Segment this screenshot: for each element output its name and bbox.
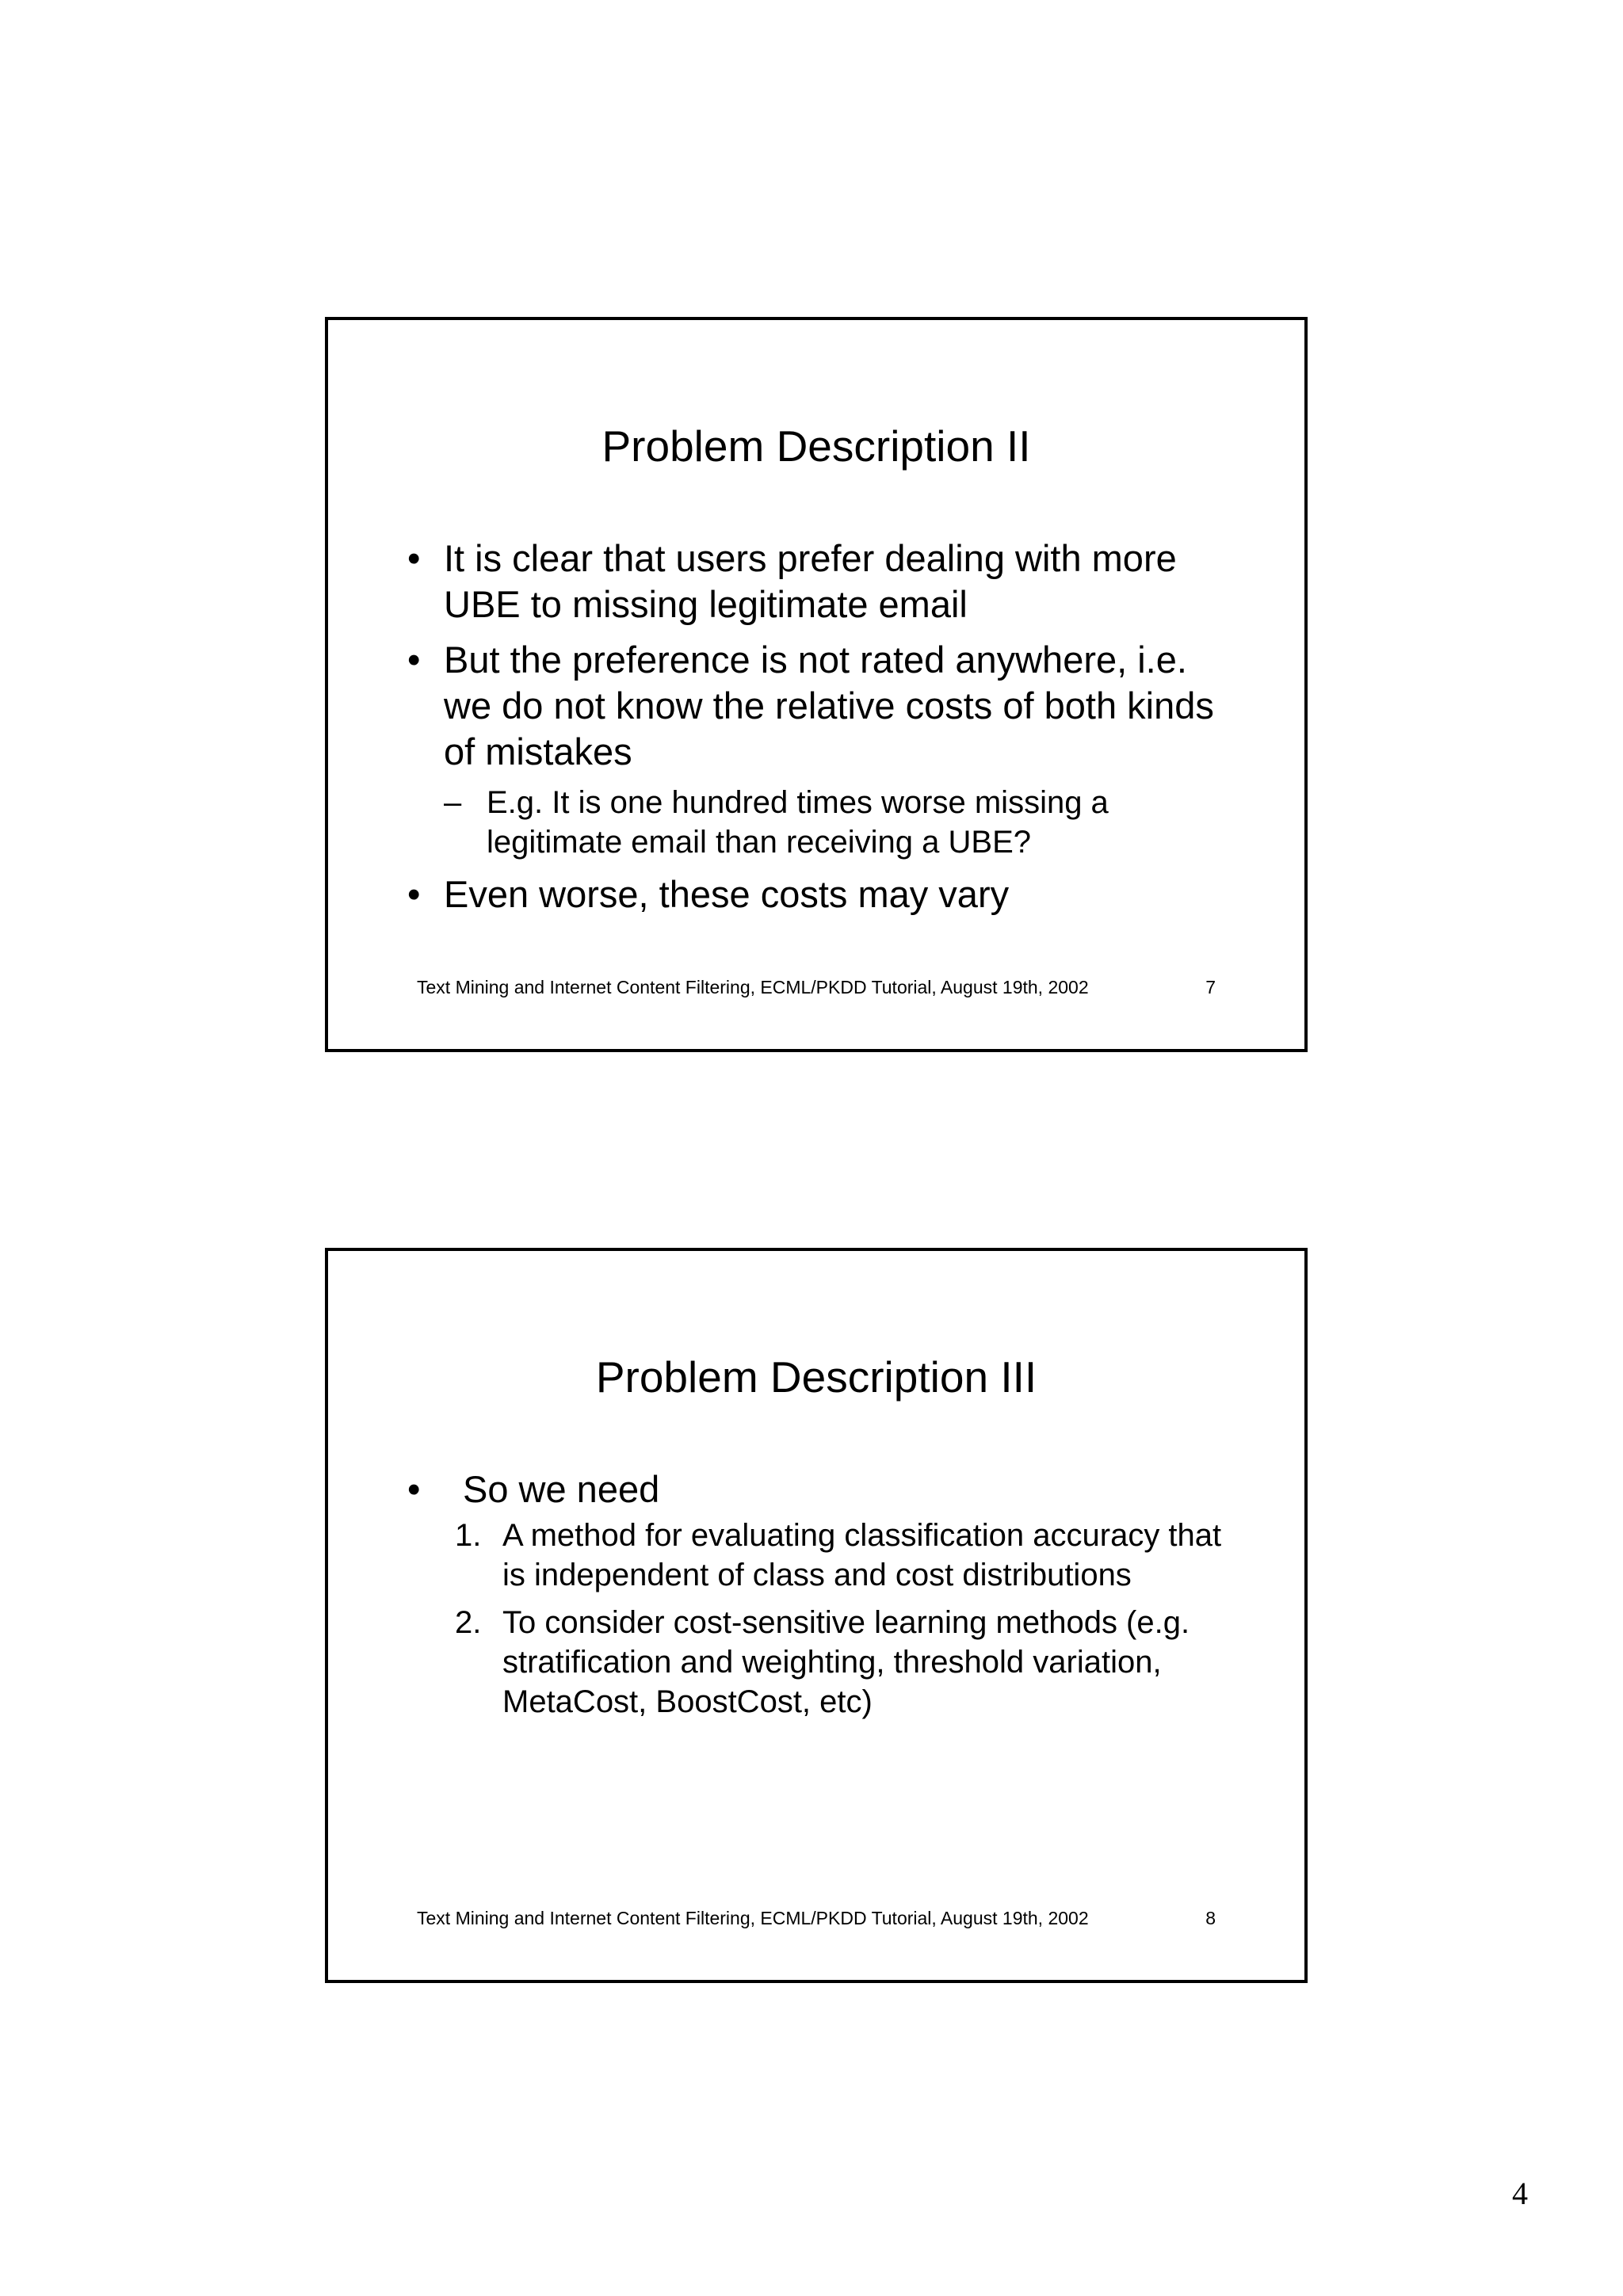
slide-number: 8 xyxy=(1205,1908,1216,1928)
dash-marker: – xyxy=(444,785,462,820)
bullet-item xyxy=(407,1466,1241,1512)
sub-bullet-item xyxy=(407,783,1241,862)
slide-body xyxy=(407,536,1241,927)
slide-8 xyxy=(325,1248,1308,1983)
slide-number: 7 xyxy=(1205,977,1216,997)
bullet-item xyxy=(407,637,1241,775)
slide-7 xyxy=(325,317,1308,1052)
bullet-text: It is clear that users prefer dealing with more UBE to missing legitimate email xyxy=(444,537,1177,625)
bullet-text: But the preference is not rated anywhere, i.e. we do not know the relative costs of both kinds of mistakes xyxy=(444,639,1214,772)
bullet-text: So we need xyxy=(463,1468,660,1510)
number-marker: 2. xyxy=(455,1605,482,1640)
bullet-marker: • xyxy=(407,639,421,681)
numbered-text: To consider cost-sensitive learning methods (e.g. stratification and weighting, threshold variation, MetaCost, BoostCost, etc) xyxy=(502,1605,1190,1719)
slide-title: Problem Description III xyxy=(595,1352,1037,1402)
bullet-marker: • xyxy=(407,537,421,579)
numbered-item xyxy=(407,1516,1241,1595)
sub-bullet-text: E.g. It is one hundred times worse missing a legitimate email than receiving a UBE? xyxy=(487,785,1109,860)
slide-body xyxy=(407,1466,1241,1730)
number-marker: 1. xyxy=(455,1518,482,1553)
bullet-marker: • xyxy=(407,873,421,915)
footer-text: Text Mining and Internet Content Filtering, ECML/PKDD Tutorial, August 19th, 2002 xyxy=(417,977,1089,997)
bullet-marker: • xyxy=(407,1468,421,1510)
numbered-item xyxy=(407,1603,1241,1722)
footer-text: Text Mining and Internet Content Filtering, ECML/PKDD Tutorial, August 19th, 2002 xyxy=(417,1908,1089,1928)
bullet-item xyxy=(407,536,1241,627)
numbered-text: A method for evaluating classification accuracy that is independent of class and cost distributions xyxy=(502,1518,1222,1592)
bullet-text: Even worse, these costs may vary xyxy=(444,873,1010,915)
page-number: 4 xyxy=(1512,2176,1528,2211)
slide-title: Problem Description II xyxy=(601,421,1031,471)
bullet-item xyxy=(407,871,1241,917)
